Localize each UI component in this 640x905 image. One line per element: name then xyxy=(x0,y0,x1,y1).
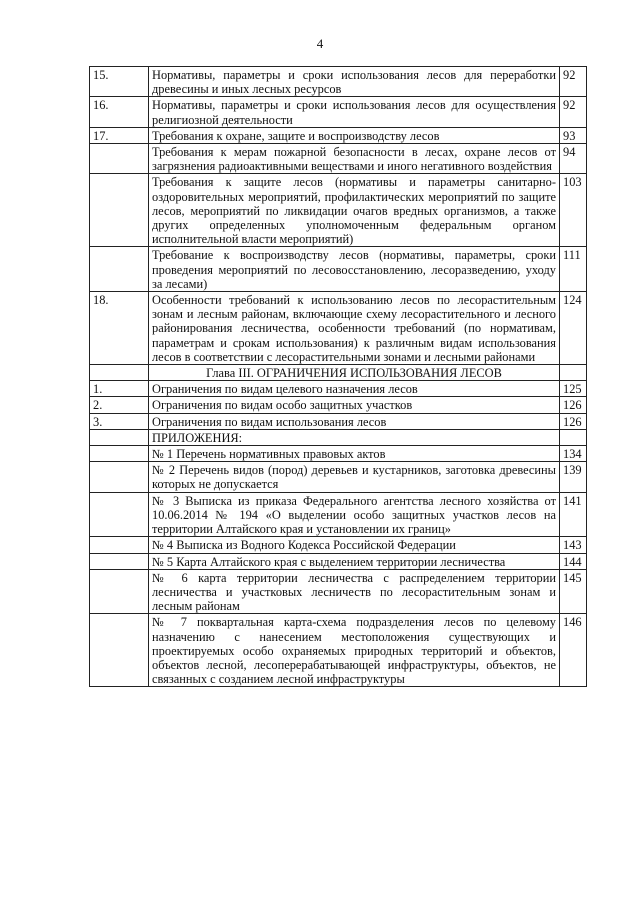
table-row xyxy=(90,614,587,687)
page-reference: 141 xyxy=(560,492,587,537)
section-number xyxy=(90,569,149,614)
section-number: 18. xyxy=(90,292,149,365)
section-title: № 7 поквартальная карта-схема подразделения лесов по целевому назначению с нанесением местоположения существующих и проектируемых особо охраняемых природных территорий и объектов, объектов лесной, лесоперерабатывающей инфраструктуры, объектов, не связанных с созданием лесной инфраструктуры xyxy=(152,615,556,687)
page-reference: 94 xyxy=(560,144,587,174)
page-reference: 143 xyxy=(560,537,587,553)
section-title: № 6 карта территории лесничества с распределением территории лесничества и участковых лесничеств по лесорастительным зонам и лесным районам xyxy=(152,570,556,614)
section-number: 16. xyxy=(90,97,149,127)
section-title: Требования к мерам пожарной безопасности в лесах, охране лесов от загрязнения радиоактивными веществами и иного негативного воздействия xyxy=(152,145,556,174)
table-row xyxy=(90,247,587,292)
section-number xyxy=(90,174,149,247)
page-reference: 124 xyxy=(560,292,587,365)
section-title-cell xyxy=(149,537,560,553)
table-row xyxy=(90,569,587,614)
page-reference: 144 xyxy=(560,553,587,569)
section-title: Нормативы, параметры и сроки использования лесов для осуществления религиозной деятельности xyxy=(152,98,556,127)
section-number xyxy=(90,446,149,462)
section-title-cell xyxy=(149,553,560,569)
table-row xyxy=(90,97,587,127)
toc-body xyxy=(90,67,587,687)
section-number: 15. xyxy=(90,67,149,97)
section-title-cell xyxy=(149,413,560,429)
page-reference: 103 xyxy=(560,174,587,247)
section-title-cell xyxy=(149,462,560,492)
page-reference: 111 xyxy=(560,247,587,292)
section-number xyxy=(90,144,149,174)
page-reference xyxy=(560,365,587,381)
section-title: Ограничения по видам целевого назначения лесов xyxy=(152,382,418,397)
section-title: Ограничения по видам особо защитных участков xyxy=(152,398,413,413)
table-row xyxy=(90,429,587,445)
section-title-cell xyxy=(149,446,560,462)
section-number xyxy=(90,537,149,553)
table-row xyxy=(90,462,587,492)
section-title: № 2 Перечень видов (пород) деревьев и кустарников, заготовка древесины которых не допускается xyxy=(152,463,556,492)
section-title: Ограничения по видам использования лесов xyxy=(152,414,387,429)
section-number: 1. xyxy=(90,381,149,397)
section-title-cell xyxy=(149,381,560,397)
section-title: Особенности требований к использованию лесов по лесорастительным зонам и лесным районам, включающие схему лесорастительного и лесного районирования лесничества, особенности требований (по нормативам, параметрам и срокам использования) к различным видам использования лесов в соответствии с лесорастительными зонами и лесными районами xyxy=(152,293,556,364)
section-number xyxy=(90,247,149,292)
table-row xyxy=(90,413,587,429)
section-title: Требования к охране, защите и воспроизводству лесов xyxy=(152,128,440,143)
page-reference: 126 xyxy=(560,413,587,429)
section-number: 3. xyxy=(90,413,149,429)
page-reference: 126 xyxy=(560,397,587,413)
section-title-cell xyxy=(149,429,560,445)
section-title: ПРИЛОЖЕНИЯ: xyxy=(152,430,243,445)
table-of-contents xyxy=(89,66,587,687)
page-reference: 146 xyxy=(560,614,587,687)
section-title-cell xyxy=(149,247,560,292)
section-number: 17. xyxy=(90,127,149,143)
section-title: Нормативы, параметры и сроки использования лесов для переработки древесины и иных лесных ресурсов xyxy=(152,68,556,97)
page-reference: 139 xyxy=(560,462,587,492)
section-title: № 3 Выписка из приказа Федерального агентства лесного хозяйства от 10.06.2014 № 194 «О выделении особо защитных участков лесов на территории Алтайского края и установлении их границ» xyxy=(152,493,556,537)
table-row xyxy=(90,144,587,174)
page-reference: 92 xyxy=(560,67,587,97)
section-title-cell xyxy=(149,292,560,365)
section-title-cell xyxy=(149,144,560,174)
section-title-cell xyxy=(149,492,560,537)
section-title-cell xyxy=(149,174,560,247)
section-title-cell xyxy=(149,97,560,127)
page-reference: 93 xyxy=(560,127,587,143)
page-number: 4 xyxy=(316,36,324,51)
table-row xyxy=(90,492,587,537)
section-number xyxy=(90,365,149,381)
table-row xyxy=(90,292,587,365)
section-title-cell xyxy=(149,127,560,143)
table-row xyxy=(90,553,587,569)
page-reference: 145 xyxy=(560,569,587,614)
table-row xyxy=(90,397,587,413)
section-number xyxy=(90,492,149,537)
page-reference: 134 xyxy=(560,446,587,462)
section-title: № 4 Выписка из Водного Кодекса Российской Федерации xyxy=(152,538,456,553)
section-title: Требования к защите лесов (нормативы и параметры санитарно-оздоровительных мероприятий, профилактических мероприятий по защите лесов, мероприятий по ликвидации очагов вредных организмов, а также других определенных уполномоченным федеральным органом исполнительной власти мероприятий) xyxy=(152,175,556,247)
table-row xyxy=(90,381,587,397)
section-title-cell xyxy=(149,365,560,381)
table-row xyxy=(90,67,587,97)
page-reference: 125 xyxy=(560,381,587,397)
section-number xyxy=(90,553,149,569)
section-number xyxy=(90,614,149,687)
table-row xyxy=(90,365,587,381)
section-number: 2. xyxy=(90,397,149,413)
section-title: Глава III. ОГРАНИЧЕНИЯ ИСПОЛЬЗОВАНИЯ ЛЕСОВ xyxy=(206,366,502,381)
section-number xyxy=(90,429,149,445)
page-reference xyxy=(560,429,587,445)
section-title-cell xyxy=(149,67,560,97)
table-row xyxy=(90,446,587,462)
section-number xyxy=(90,462,149,492)
table-row xyxy=(90,127,587,143)
page-reference: 92 xyxy=(560,97,587,127)
section-title-cell xyxy=(149,569,560,614)
section-title-cell xyxy=(149,614,560,687)
section-title-cell xyxy=(149,397,560,413)
section-title: Требование к воспроизводству лесов (нормативы, параметры, сроки проведения мероприятий по лесовосстановлению, лесоразведению, уходу за лесами) xyxy=(152,248,556,291)
section-title: № 1 Перечень нормативных правовых актов xyxy=(152,447,386,462)
table-row xyxy=(90,537,587,553)
section-title: № 5 Карта Алтайского края с выделением территории лесничества xyxy=(152,554,506,569)
table-row xyxy=(90,174,587,247)
